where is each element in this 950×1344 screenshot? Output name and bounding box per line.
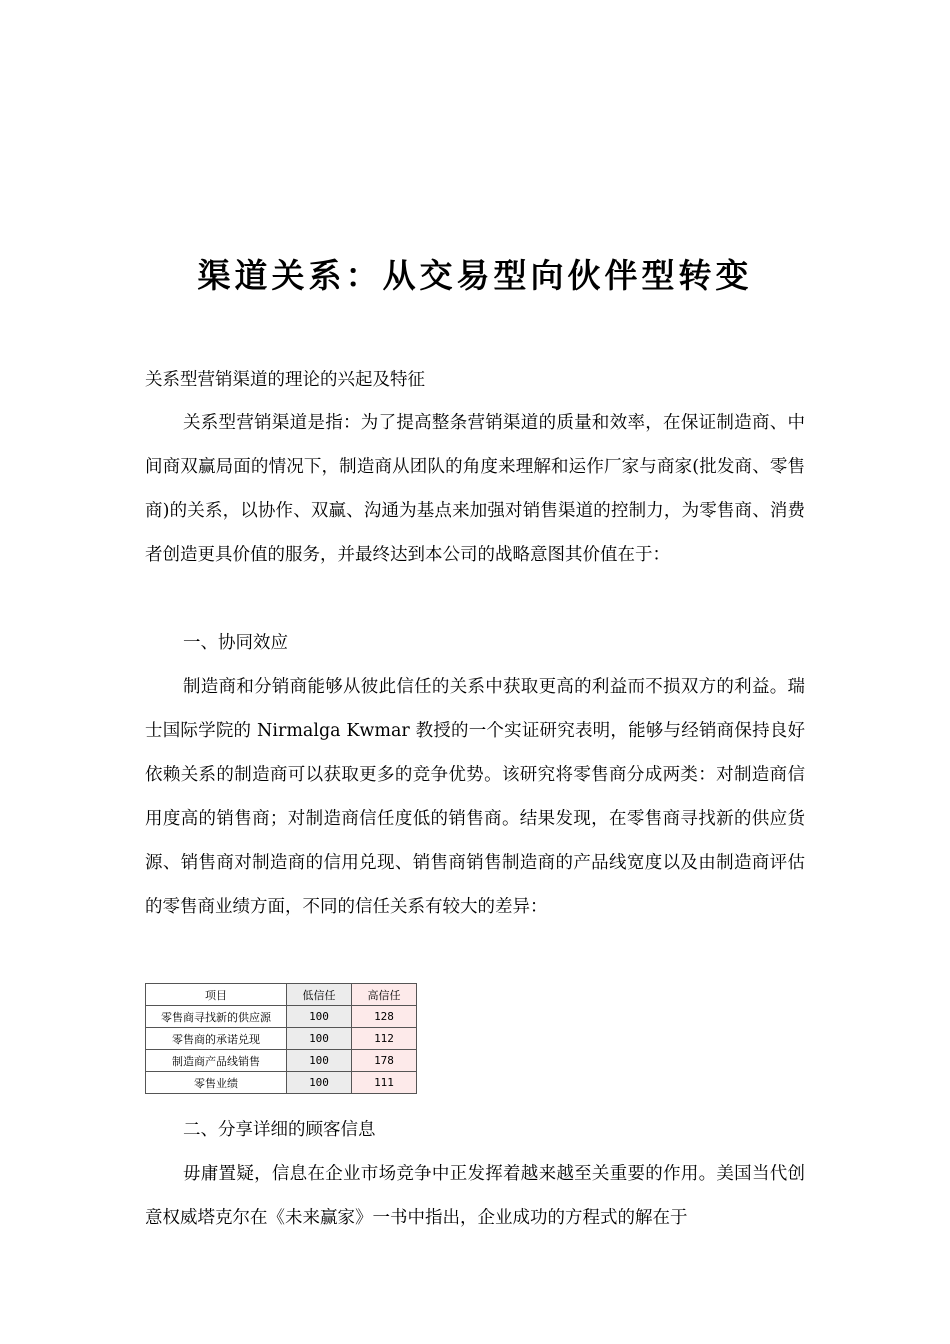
point-heading-text: 一、协同效应 xyxy=(183,633,288,653)
table-cell-item: 制造商产品线销售 xyxy=(146,1050,287,1072)
table-header-row xyxy=(146,984,417,1006)
table-row xyxy=(146,1050,417,1072)
table-header-high-trust: 高信任 xyxy=(352,984,417,1006)
paragraph-text: 关系型营销渠道是指：为了提高整条营销渠道的质量和效率，在保证制造商、中间商双赢局面的情况下，制造商从团队的角度来理解和运作厂家与商家(批发商、零售商)的关系，以协作、双赢、沟通为基点来加强对销售渠道的控制力，为零售商、消费者创造更具价值的服务，并最终达到本公司的战略意图其价值在于： xyxy=(145,413,805,565)
section-heading: 关系型营销渠道的理论的兴起及特征 xyxy=(145,370,425,390)
table-cell-low: 100 xyxy=(287,1050,352,1072)
table-cell-high: 112 xyxy=(352,1028,417,1050)
table-header-low-trust: 低信任 xyxy=(287,984,352,1006)
paragraph-research xyxy=(145,665,805,929)
paragraph-text: 制造商和分销商能够从彼此信任的关系中获取更高的利益而不损双方的利益。瑞士国际学院的 Nirmalga Kwmar 教授的一个实证研究表明，能够与经销商保持良好依赖关系的制造商可以获取更多的竞争优势。该研究将零售商分成两类：对制造商信用度高的销售商；对制造商信任度低的销售商。结果发现，在零售商寻找新的供应货源、销售商对制造商的信用兑现、销售商销售制造商的产品线宽度以及由制造商评估的零售商业绩方面，不同的信任关系有较大的差异： xyxy=(145,677,805,917)
table-cell-high: 111 xyxy=(352,1072,417,1094)
table-cell-low: 100 xyxy=(287,1072,352,1094)
table-header-item: 项目 xyxy=(146,984,287,1006)
table-cell-high: 128 xyxy=(352,1006,417,1028)
paragraph-text: 毋庸置疑，信息在企业市场竞争中正发挥着越来越至关重要的作用。美国当代创意权威塔克尔在《未来赢家》一书中指出，企业成功的方程式的解在于 xyxy=(145,1164,805,1228)
table-cell-item: 零售商寻找新的供应源 xyxy=(146,1006,287,1028)
paragraph-information xyxy=(145,1152,805,1240)
table-row xyxy=(146,1006,417,1028)
table-cell-item: 零售商的承诺兑现 xyxy=(146,1028,287,1050)
point-heading-synergy xyxy=(145,621,805,665)
point-heading-text: 二、分享详细的顾客信息 xyxy=(183,1120,376,1140)
table-cell-item: 零售业绩 xyxy=(146,1072,287,1094)
table-cell-low: 100 xyxy=(287,1028,352,1050)
trust-comparison-table xyxy=(145,983,417,1094)
table-row xyxy=(146,1072,417,1094)
table-row xyxy=(146,1028,417,1050)
document-title: 渠道关系：从交易型向伙伴型转变 xyxy=(197,256,753,295)
point-heading-customer-info xyxy=(145,1108,805,1152)
table-cell-high: 178 xyxy=(352,1050,417,1072)
paragraph-definition xyxy=(145,401,805,577)
table-cell-low: 100 xyxy=(287,1006,352,1028)
